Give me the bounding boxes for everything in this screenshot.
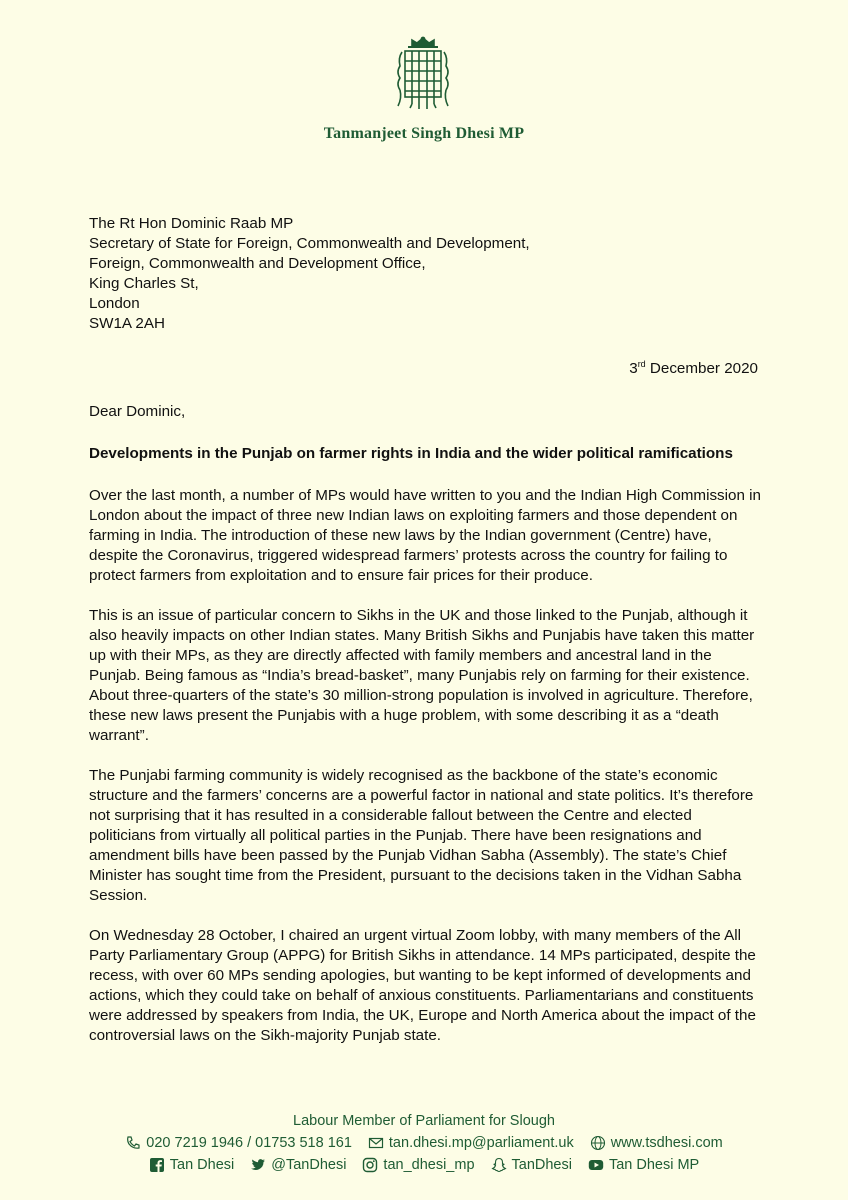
twitter-icon	[250, 1157, 266, 1173]
letter-date	[629, 359, 758, 379]
footer-instagram[interactable]	[362, 1154, 474, 1176]
body-paragraph: On Wednesday 28 October, I chaired an urgent virtual Zoom lobby, with many members of the All Party Parliamentary Group (APPG) for British Sikhs in attendance. 14 MPs participated, despite the recess, with over 60 MPs sending apologies, but wanting to be kept informed of developments and actions, which they could take on behalf of anxious constituents. Parliamentarians and constituents were addressed by speakers from India, the UK, Europe and North America about the impact of the controversial laws on the Sikh-majority Punjab state.	[89, 927, 756, 1044]
phone-numbers: 020 7219 1946 / 01753 518 161	[146, 1135, 352, 1151]
address-line: SW1A 2AH	[89, 315, 165, 332]
address-line: The Rt Hon Dominic Raab MP	[89, 215, 294, 232]
twitter-handle[interactable]: @TanDhesi	[271, 1157, 347, 1173]
footer-facebook[interactable]	[149, 1154, 234, 1176]
instagram-handle[interactable]: tan_dhesi_mp	[383, 1157, 475, 1173]
facebook-handle[interactable]: Tan Dhesi	[169, 1157, 235, 1173]
address-line: Secretary of State for Foreign, Commonwealth and Development,	[89, 235, 530, 252]
footer-website[interactable]	[590, 1132, 723, 1154]
body-paragraph: This is an issue of particular concern to Sikhs in the UK and those linked to the Punjab, although it also heavily impacts on other Indian states. Many British Sikhs and Punjabis have taken this matter up with their MPs, as they are directly affected with family members and ancestral land in the Punjab. Being famous as “India’s bread-basket”, many Punjabis rely on farming for their existence. About three-quarters of the state’s 30 million-strong population is involved in agriculture. Therefore, these new laws present the Punjabis with a huge problem, with some describing it as a “death warrant”.	[89, 607, 755, 744]
address-line: London	[89, 295, 140, 312]
envelope-icon	[368, 1135, 384, 1151]
footer-social-row	[0, 1154, 848, 1176]
email-address[interactable]: tan.dhesi.mp@parliament.uk	[388, 1135, 574, 1151]
portcullis-crest-icon	[392, 36, 454, 116]
website-link[interactable]: www.tsdhesi.com	[610, 1135, 723, 1151]
instagram-icon	[362, 1157, 378, 1173]
footer-email[interactable]	[368, 1132, 574, 1154]
mp-name: Tanmanjeet Singh Dhesi MP	[323, 125, 525, 142]
footer-title: Labour Member of Parliament for Slough	[293, 1113, 555, 1129]
snapchat-icon	[491, 1157, 507, 1173]
footer-youtube[interactable]	[588, 1154, 699, 1176]
body-paragraph: The Punjabi farming community is widely recognised as the backbone of the state’s economic structure and the farmers’ concerns are a powerful factor in national and state politics. It’s therefore not surprising that it has resulted in a considerable fallout between the Centre and elected politicians from virtually all political parties in the Punjab. There have been resignations and amendment bills have been passed by the Punjab Vidhan Sabha (Assembly). The state’s Chief Minister has sought time from the President, pursuant to the decisions taken in the Vidhan Sabha Session.	[89, 767, 754, 904]
letter-body	[89, 486, 761, 1066]
recipient-address	[89, 214, 769, 334]
youtube-channel[interactable]: Tan Dhesi MP	[608, 1157, 700, 1173]
footer-twitter[interactable]	[250, 1154, 346, 1176]
footer-contact-row	[0, 1132, 848, 1154]
snapchat-handle[interactable]: TanDhesi	[511, 1157, 572, 1173]
date-rest: December 2020	[645, 360, 758, 377]
footer-phone	[125, 1132, 352, 1154]
globe-icon	[590, 1135, 606, 1151]
youtube-icon	[588, 1157, 604, 1173]
date-day: 3	[629, 360, 638, 377]
letter-footer	[0, 1110, 848, 1176]
facebook-icon	[149, 1157, 165, 1173]
subject-heading: Developments in the Punjab on farmer rights in India and the wider political ramifications	[89, 445, 733, 462]
footer-snapchat[interactable]	[491, 1154, 572, 1176]
address-line: Foreign, Commonwealth and Development Office,	[89, 255, 426, 272]
salutation: Dear Dominic,	[89, 403, 186, 420]
body-paragraph: Over the last month, a number of MPs would have written to you and the Indian High Commission in London about the impact of three new Indian laws on exploiting farmers and those dependent on farming in India. The introduction of these new laws by the Indian government (Centre) have, despite the Coronavirus, triggered widespread farmers’ protests across the country for failing to protect farmers from exploitation and to ensure fair prices for their produce.	[89, 487, 761, 584]
phone-icon	[125, 1135, 141, 1151]
date-suffix: rd	[637, 358, 646, 369]
address-line: King Charles St,	[89, 275, 199, 292]
